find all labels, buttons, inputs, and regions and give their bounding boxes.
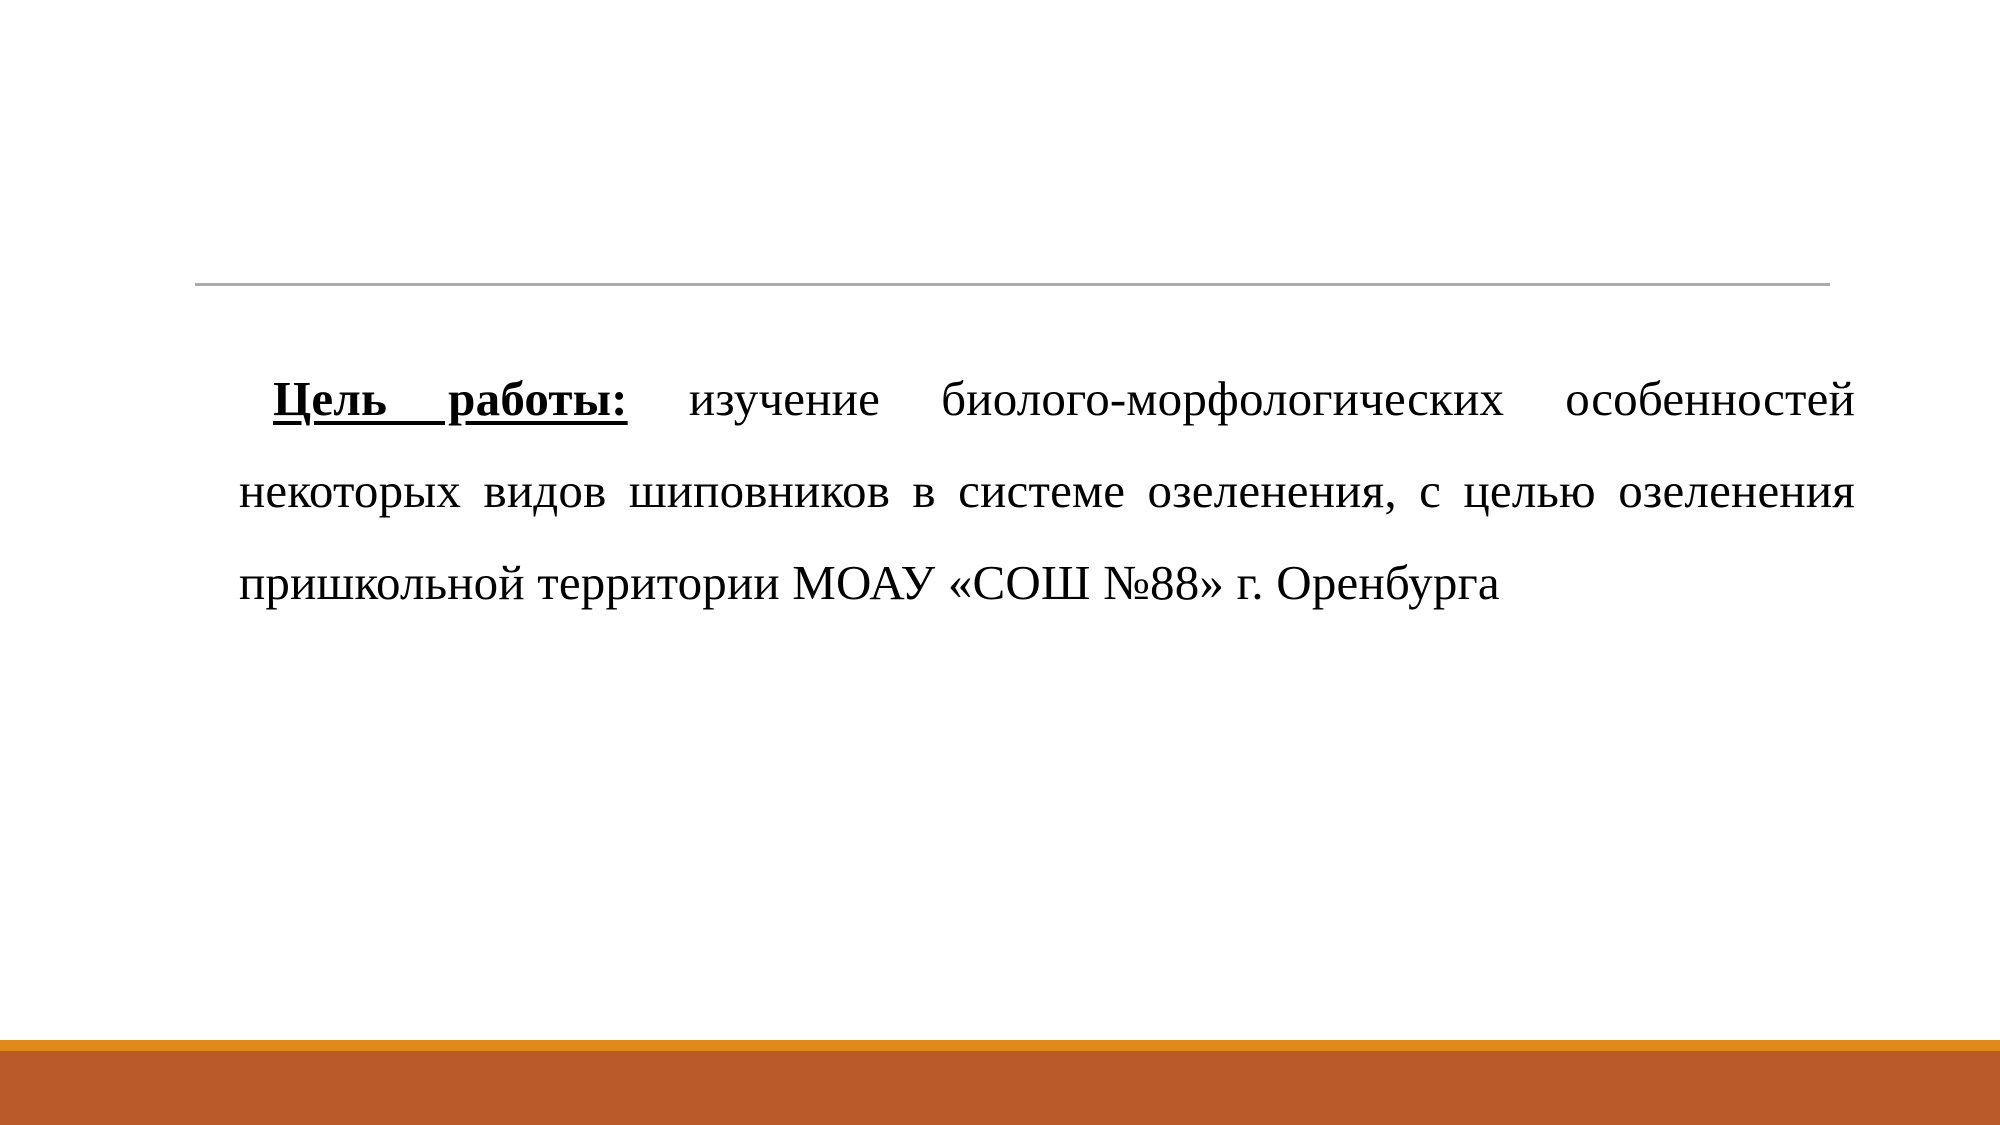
paragraph-line-3: пришкольной территории МОАУ «СОШ №88» г. Оренбурга: [239, 555, 1500, 610]
paragraph-line-1: [239, 353, 1855, 445]
header-divider-line: [195, 283, 1830, 286]
goal-label: Цель работы:: [273, 371, 628, 426]
footer-main-bar: [0, 1051, 2000, 1125]
footer-accent-bar: [0, 1040, 2000, 1051]
goal-text-line-1: изучение биолого-морфологических особенностей: [688, 371, 1855, 426]
goal-paragraph: [239, 353, 1855, 629]
paragraph-line-2: некоторых видов шиповников в системе озеленения, с целью озеленения: [239, 463, 1855, 518]
